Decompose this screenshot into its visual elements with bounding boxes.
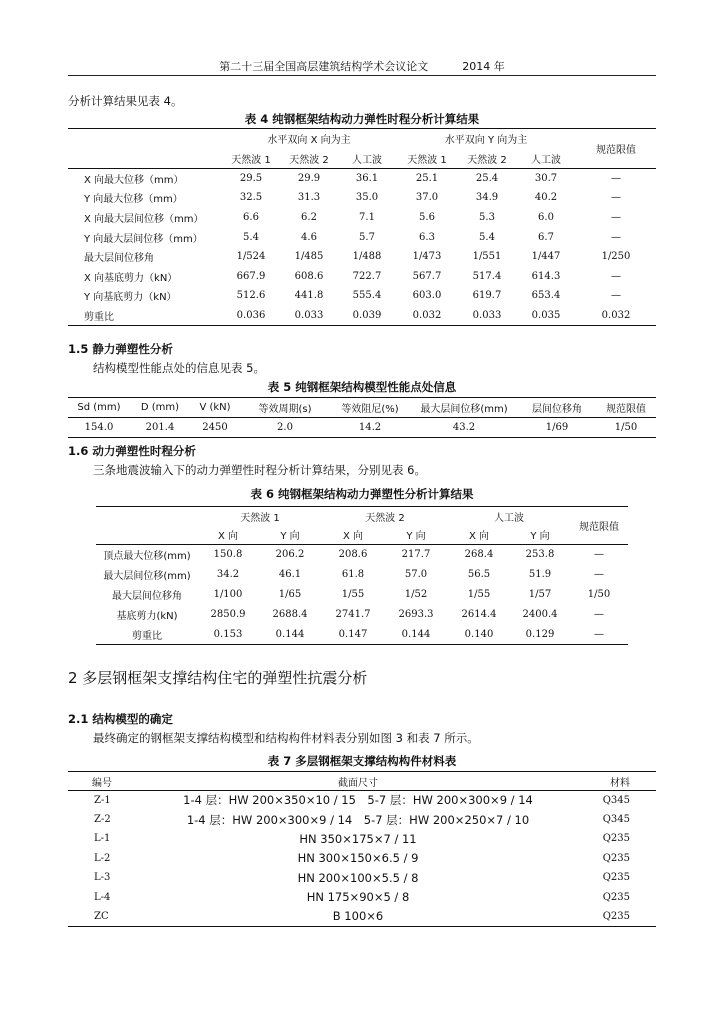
table4-cell: 5.4 — [479, 231, 495, 243]
table5-header: 层间位移角 — [532, 404, 582, 415]
table4-cell: 5.4 — [243, 231, 259, 243]
table-row — [96, 625, 628, 645]
table6-cell: 217.7 — [401, 549, 431, 561]
table6-cell: 0.129 — [525, 628, 555, 640]
table4-cell: 25.1 — [415, 173, 439, 185]
table7-material: Q235 — [602, 910, 630, 922]
table4-cell: 1/250 — [601, 251, 631, 263]
table6-cell: 0.144 — [275, 628, 305, 640]
table6-corner — [96, 507, 198, 526]
table6-cell: 1/65 — [278, 589, 302, 600]
table7 — [68, 771, 656, 927]
table6-subheader: Y 向 — [384, 526, 448, 545]
table7-material: Q345 — [602, 794, 630, 806]
table5-cell: 154.0 — [84, 422, 114, 433]
table4-cell: 6.6 — [243, 211, 259, 223]
table4-sub-spacer — [68, 149, 222, 169]
table4-cell: 0.033 — [472, 309, 502, 321]
table4-cell: 1/447 — [531, 251, 561, 263]
table6-cell: 51.9 — [528, 569, 552, 580]
table6-cell: 1/100 — [213, 589, 243, 600]
table6-limit-header: 规范限值 — [579, 522, 619, 533]
table7-header: 截面尺寸 — [338, 777, 378, 789]
table4-cell: 517.4 — [472, 270, 502, 282]
table5-header: 等效周期(s) — [258, 404, 312, 415]
table6-subheader: Y 向 — [510, 526, 570, 545]
header-year: 2014 年 — [462, 60, 505, 73]
table4-cell: 6.2 — [301, 211, 317, 223]
table4-cell: 6.3 — [419, 231, 435, 243]
table6-cell: 46.1 — [278, 569, 302, 580]
table6-cell: 34.2 — [216, 569, 240, 580]
section-2-1-text: 最终确定的钢框架支撑结构模型和结构构件材料表分别如图 3 和表 7 所示。 — [93, 731, 479, 745]
table4-subheader: 天然波 2 — [458, 149, 516, 169]
table-row — [68, 227, 656, 247]
table5-header: Sd (mm) — [77, 402, 121, 413]
table4-row-label: Y 向基底剪力（kN） — [84, 292, 177, 304]
table6-cell: — — [594, 609, 604, 620]
table4-corner — [68, 129, 222, 149]
table4-cell: — — [611, 211, 621, 223]
table5-cell: 14.2 — [358, 422, 382, 433]
table4-cell: 35.0 — [355, 192, 379, 204]
table4-cell: 722.7 — [352, 270, 382, 282]
table6-row-label: 剪重比 — [132, 630, 162, 642]
table4-cell: 30.7 — [534, 173, 558, 185]
table-row — [96, 565, 628, 585]
table6-group-header: 天然波 2 — [365, 512, 405, 524]
table-row — [68, 188, 656, 208]
intro-line: 分析计算结果见表 4。 — [68, 94, 183, 108]
table5-caption: 表 5 纯钢框架结构模型性能点处信息 — [267, 380, 457, 394]
table6-cell: 150.8 — [213, 549, 243, 561]
table7-material: Q235 — [602, 891, 630, 903]
table4-cell: 4.6 — [301, 231, 317, 243]
header-title: 第二十三届全国高层建筑结构学术会议论文 — [219, 60, 429, 73]
table6-cell: 1/55 — [467, 589, 491, 600]
table6-subheader: Y 向 — [258, 526, 322, 545]
table-row — [68, 208, 656, 228]
table6-sub-spacer — [96, 526, 198, 545]
table4-cell: 34.9 — [475, 192, 499, 204]
table4-cell: 512.6 — [236, 290, 266, 302]
table7-material: Q345 — [602, 814, 630, 826]
table7-id: Z-1 — [94, 794, 111, 806]
table4-cell: 1/551 — [472, 251, 502, 263]
table4-caption: 表 4 纯钢框架结构动力弹性时程分析计算结果 — [244, 112, 480, 126]
table7-id: L-1 — [94, 833, 111, 845]
table4-cell: — — [611, 231, 621, 243]
table4-cell: 0.039 — [352, 309, 382, 321]
table4-group-x: 水平双向 X 向为主 — [267, 135, 351, 147]
table6-cell: 1/55 — [341, 589, 365, 600]
table4-cell: 1/485 — [294, 251, 324, 263]
table6-cell: 56.5 — [467, 569, 491, 580]
table6-cell: 208.6 — [338, 549, 368, 561]
table-row — [68, 169, 656, 189]
table6-cell: — — [594, 569, 604, 580]
section-2-title: 2 多层钢框架支撑结构住宅的弹塑性抗震分析 — [68, 669, 368, 687]
table4-cell: 29.5 — [239, 173, 263, 185]
table7-section: HN 200×100×5.5 / 8 — [297, 870, 419, 885]
table4-cell: 36.1 — [355, 173, 379, 185]
table6-cell: 1/57 — [528, 589, 552, 600]
table-row — [68, 849, 656, 868]
table4-cell: 567.7 — [412, 270, 442, 282]
table4-cell: 0.035 — [531, 309, 561, 321]
table7-section: HN 300×150×6.5 / 9 — [297, 851, 419, 866]
table7-id: ZC — [94, 910, 109, 922]
table-row — [68, 306, 656, 326]
table7-section: B 100×6 — [332, 909, 384, 924]
table6-cell: 2688.4 — [272, 609, 308, 620]
table6-group-header: 天然波 1 — [240, 512, 280, 524]
table6-cell: 57.0 — [404, 569, 428, 580]
table4 — [68, 128, 656, 326]
section-1-5-text: 结构模型性能点处的信息见表 5。 — [93, 361, 265, 375]
table-row — [68, 907, 656, 926]
table7-section: HN 175×90×5 / 8 — [306, 890, 410, 905]
table4-subheader: 天然波 2 — [280, 149, 338, 169]
table4-cell: 32.5 — [239, 192, 263, 204]
table7-material: Q235 — [602, 872, 630, 884]
table-row — [96, 545, 628, 565]
table5-cell: 201.4 — [145, 422, 175, 433]
table-row — [68, 829, 656, 848]
table4-cell: — — [611, 173, 621, 185]
table4-row-label: Y 向最大层间位移（mm） — [84, 233, 203, 245]
table6-cell: 253.8 — [525, 549, 555, 561]
section-1-6-title: 1.6 动力弹塑性时程分析 — [68, 444, 196, 458]
table7-header: 编号 — [92, 777, 112, 789]
table6-cell: 2400.4 — [522, 609, 558, 620]
table6-cell: 1/52 — [404, 589, 428, 600]
table7-id: L-4 — [94, 891, 111, 903]
table4-group-y: 水平双向 Y 向为主 — [444, 135, 528, 147]
table6-cell: 0.147 — [338, 628, 368, 640]
table-row — [68, 810, 656, 829]
table4-cell: — — [611, 270, 621, 282]
section-1-6-text: 三条地震波输入下的动力弹塑性时程分析计算结果，分别见表 6。 — [93, 463, 426, 477]
table5-header: 最大层间位移(mm) — [420, 404, 508, 415]
table6-row-label: 最大层间位移(mm) — [103, 571, 191, 582]
table4-cell: 0.032 — [412, 309, 442, 321]
table4-cell: 0.036 — [236, 309, 266, 321]
table4-cell: 619.7 — [472, 290, 502, 302]
table4-subheader: 天然波 1 — [396, 149, 458, 169]
table5-header: D (mm) — [140, 402, 180, 413]
table4-subheader: 人工波 — [338, 149, 396, 169]
table5-cell: 43.2 — [452, 422, 476, 433]
table4-cell: 1/524 — [236, 251, 266, 263]
table4-cell: 5.7 — [359, 231, 375, 243]
table5-cell: 1/69 — [545, 422, 569, 433]
table4-cell: 0.032 — [601, 309, 631, 321]
table4-cell: 1/488 — [352, 251, 382, 263]
table4-cell: 5.6 — [419, 211, 435, 223]
table4-cell: 7.1 — [359, 211, 375, 223]
table4-subheader: 人工波 — [516, 149, 576, 169]
table4-cell: 608.6 — [294, 270, 324, 282]
table4-cell: 441.8 — [294, 290, 324, 302]
table6-cell: 2741.7 — [335, 609, 371, 620]
table4-row-label: X 向最大层间位移（mm） — [84, 213, 204, 225]
table6-cell: 2693.3 — [398, 609, 434, 620]
table6-subheader: X 向 — [322, 526, 384, 545]
table4-row-label: X 向基底剪力（kN） — [84, 272, 178, 284]
table4-row-label: X 向最大位移（mm） — [84, 175, 184, 187]
table6-row-label: 基底剪力(kN) — [116, 611, 178, 622]
table5-header: V (kN) — [199, 402, 231, 413]
table6-cell: — — [594, 628, 604, 640]
table4-cell: 653.4 — [531, 290, 561, 302]
table4-cell: — — [611, 290, 621, 302]
table6-row-label: 最大层间位移角 — [112, 591, 182, 602]
table6-group-header: 人工波 — [494, 512, 524, 524]
table4-cell: 29.9 — [297, 173, 321, 185]
table7-material: Q235 — [602, 852, 630, 864]
table4-limit-header: 规范限值 — [596, 145, 636, 156]
table7-id: L-2 — [94, 852, 111, 864]
table6-cell: 0.144 — [401, 628, 431, 640]
table4-cell: — — [611, 192, 621, 204]
table7-material: Q235 — [602, 833, 630, 845]
table4-cell: 6.0 — [538, 211, 554, 223]
table4-cell: 0.033 — [294, 309, 324, 321]
table6-subheader: X 向 — [198, 526, 258, 545]
table4-cell: 37.0 — [415, 192, 439, 204]
table7-id: Z-2 — [94, 814, 111, 826]
table4-cell: 555.4 — [352, 290, 382, 302]
table4-cell: 614.3 — [531, 270, 561, 282]
table-row — [68, 791, 656, 810]
table6-cell: 0.153 — [213, 628, 243, 640]
table6-cell: 61.8 — [341, 569, 365, 580]
table7-section: 1-4 层：HW 200×300×9 / 14 5-7 层：HW 200×250×7 / 10 — [186, 812, 530, 827]
table5-header: 规范限值 — [606, 404, 646, 415]
table6-cell: 1/50 — [587, 589, 611, 600]
table7-section: 1-4 层：HW 200×350×10 / 15 5-7 层：HW 200×300×9 / 14 — [183, 793, 533, 808]
table4-subheader: 天然波 1 — [222, 149, 280, 169]
table4-row-label: Y 向最大位移（mm） — [84, 194, 183, 206]
table-row — [68, 868, 656, 887]
table5-cell: 2.0 — [277, 422, 293, 433]
table5-header: 等效阻尼(%) — [341, 404, 399, 415]
table-row — [68, 887, 656, 906]
table4-row-label: 剪重比 — [84, 311, 114, 323]
table6-subheader: X 向 — [448, 526, 510, 545]
table-row — [68, 286, 656, 306]
table4-cell: 5.3 — [479, 211, 495, 223]
table6-row-label: 顶点最大位移(mm) — [103, 551, 191, 563]
table4-cell: 603.0 — [412, 290, 442, 302]
table7-header: 材料 — [610, 777, 630, 789]
section-1-5-title: 1.5 静力弹塑性分析 — [68, 342, 173, 356]
table4-row-label: 最大层间位移角 — [84, 253, 154, 265]
table-row — [96, 585, 628, 605]
table6-cell: 0.140 — [464, 628, 494, 640]
table6-cell: 2614.4 — [461, 609, 497, 620]
table7-id: L-3 — [94, 872, 111, 884]
table6 — [96, 506, 628, 645]
table-row — [96, 605, 628, 625]
table6-cell: 206.2 — [275, 549, 305, 561]
header-rule — [68, 75, 656, 76]
table4-cell: 40.2 — [534, 192, 558, 204]
table7-caption: 表 7 多层钢框架支撑结构构件材料表 — [267, 754, 457, 768]
table4-cell: 6.7 — [538, 231, 554, 243]
table4-cell: 1/473 — [412, 251, 442, 263]
table6-cell: 268.4 — [464, 549, 494, 561]
table6-caption: 表 6 纯钢框架结构动力弹塑性分析计算结果 — [250, 487, 474, 501]
table6-cell: 2850.9 — [210, 609, 246, 620]
table-row — [68, 266, 656, 286]
table4-cell: 25.4 — [475, 173, 499, 185]
table6-cell: — — [594, 549, 604, 561]
table5-cell: 1/50 — [614, 422, 638, 433]
table5 — [68, 397, 656, 438]
running-header — [0, 58, 724, 74]
table4-cell: 31.3 — [297, 192, 321, 204]
table-row — [68, 247, 656, 267]
table4-cell: 667.9 — [236, 270, 266, 282]
table7-section: HN 350×175×7 / 11 — [299, 831, 417, 846]
table5-cell: 2450 — [202, 422, 228, 433]
section-2-1-title: 2.1 结构模型的确定 — [68, 712, 173, 726]
